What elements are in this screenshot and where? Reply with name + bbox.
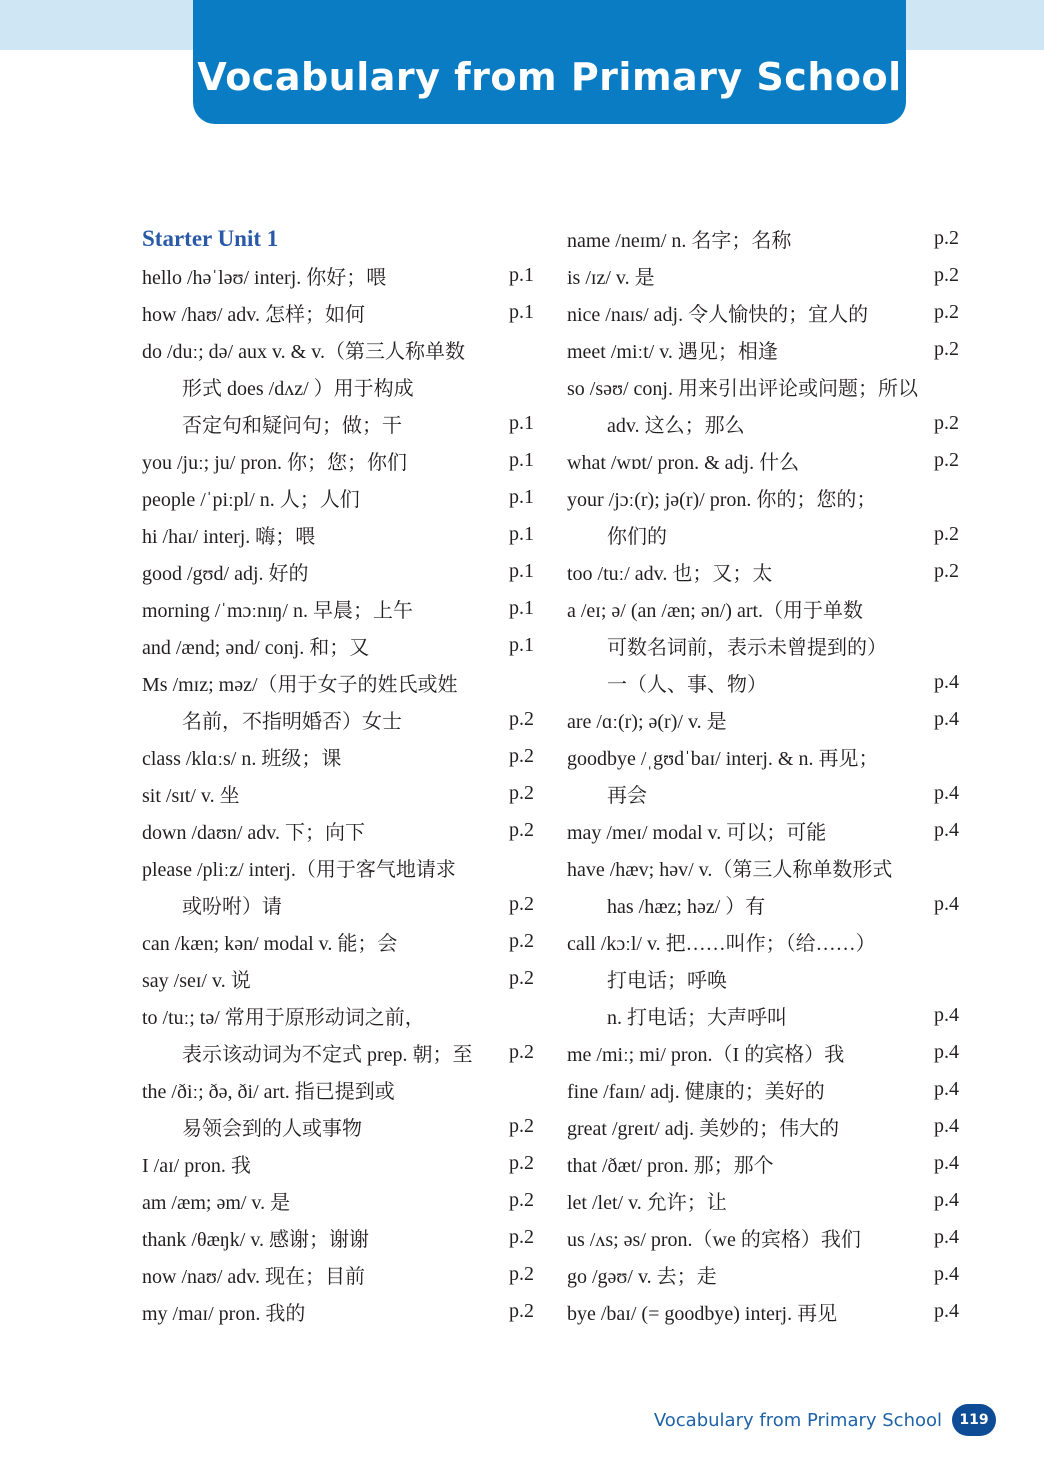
page-ref: p.2 [509,1152,534,1174]
page-ref: p.2 [934,560,959,582]
vocab-text: the /ðiː; ðə, ði/ art. 指已提到或 [142,1081,395,1103]
page-ref: p.2 [934,301,959,323]
vocab-entry [142,997,534,1034]
vocab-text: I /aɪ/ pron. 我 [142,1155,251,1177]
vocab-text: 否定句和疑问句；做；干 [182,415,402,437]
page-ref: p.2 [509,1115,534,1137]
vocab-text: adv. 这么；那么 [607,415,745,437]
page-ref: p.2 [509,819,534,841]
vocab-text: now /naʊ/ adv. 现在；目前 [142,1266,365,1288]
vocab-text: to /tuː; tə/ 常用于原形动词之前， [142,1007,425,1029]
vocab-text: how /haʊ/ adv. 怎样；如何 [142,304,365,326]
footer [654,1402,996,1438]
vocab-entry [567,590,959,627]
vocab-entry [142,960,534,997]
vocab-entry [142,516,534,553]
vocab-entry [567,997,959,1034]
vocab-text: a /eɪ; ə/ (an /æn; ən/) art.（用于单数 [567,600,864,622]
page-ref: p.4 [934,819,959,841]
vocab-entry [142,1034,534,1071]
footer-title: Vocabulary from Primary School [653,1409,942,1431]
page-ref: p.2 [934,449,959,471]
vocab-entry [142,701,534,738]
vocab-entry [142,1182,534,1219]
vocab-text: good /gʊd/ adj. 好的 [142,563,309,585]
page-ref: p.4 [934,893,959,915]
right-column [567,220,959,1330]
vocab-entry [567,479,959,516]
page-ref: p.2 [509,1300,534,1322]
vocab-entry [142,331,534,368]
vocab-entry [142,1293,534,1330]
vocab-entry [567,627,959,664]
vocab-entry [142,442,534,479]
vocab-entry [567,1293,959,1330]
vocab-entry [567,886,959,923]
vocab-entry [567,923,959,960]
vocab-entry [142,553,534,590]
page-ref: p.1 [509,486,534,508]
vocab-text: n. 打电话；大声呼叫 [607,1007,787,1029]
vocab-text: thank /θæŋk/ v. 感谢；谢谢 [142,1229,370,1251]
vocab-text: meet /miːt/ v. 遇见；相逢 [567,341,778,363]
page-ref: p.1 [509,634,534,656]
page-ref: p.4 [934,1004,959,1026]
vocab-text: say /seɪ/ v. 说 [142,970,251,992]
vocab-text: 可数名词前，表示未曾提到的） [607,637,887,659]
vocab-text: my /maɪ/ pron. 我的 [142,1303,306,1325]
page-ref: p.2 [509,1226,534,1248]
page-ref: p.4 [934,708,959,730]
page-ref: p.2 [934,227,959,249]
vocab-text: 你们的 [607,526,667,548]
page-ref: p.4 [934,1078,959,1100]
page-ref: p.2 [934,264,959,286]
vocab-entry [567,849,959,886]
vocab-entry [567,553,959,590]
vocab-entry [567,331,959,368]
vocab-text: your /jɔː(r); jə(r)/ pron. 你的；您的； [567,489,877,511]
vocab-entry [567,664,959,701]
vocab-text: has /hæz; həz/ ）有 [607,896,766,918]
page-ref: p.4 [934,1041,959,1063]
vocab-entry [567,516,959,553]
vocab-text: am /æm; əm/ v. 是 [142,1192,291,1214]
vocab-entry [142,405,534,442]
vocab-text: people /ˈpiːpl/ n. 人；人们 [142,489,360,511]
vocab-text: please /pliːz/ interj.（用于客气地请求 [142,859,456,881]
page-ref: p.2 [934,412,959,434]
vocab-entry [142,1108,534,1145]
vocab-entry [567,1145,959,1182]
vocab-text: 或吩咐）请 [182,896,282,918]
vocab-text: can /kæn; kən/ modal v. 能；会 [142,933,398,955]
vocab-text: 一（人、事、物） [607,674,767,696]
page-ref: p.4 [934,671,959,693]
page-ref: p.4 [934,1300,959,1322]
page-ref: p.2 [509,708,534,730]
vocab-text: class /klɑːs/ n. 班级；课 [142,748,342,770]
vocab-entry [142,627,534,664]
vocab-entry [142,257,534,294]
vocab-entry [567,442,959,479]
vocab-text: nice /naɪs/ adj. 令人愉快的；宜人的 [567,304,869,326]
vocab-entry [567,405,959,442]
page-ref: p.4 [934,782,959,804]
vocab-text: 易领会到的人或事物 [182,1118,362,1140]
vocab-text: hello /həˈləʊ/ interj. 你好；喂 [142,267,387,289]
vocab-entry [142,812,534,849]
vocab-entry [142,1219,534,1256]
vocab-text: is /ɪz/ v. 是 [567,267,655,289]
vocab-text: call /kɔːl/ v. 把……叫作；（给……） [567,933,876,955]
page-ref: p.4 [934,1263,959,1285]
left-column [142,220,534,1330]
vocab-entry [567,1256,959,1293]
vocab-entry [567,368,959,405]
page-ref: p.2 [509,1041,534,1063]
page-ref: p.4 [934,1152,959,1174]
vocab-entry [142,886,534,923]
vocab-text: name /neɪm/ n. 名字；名称 [567,230,792,252]
vocab-entry [142,590,534,627]
page-ref: p.2 [509,930,534,952]
vocab-text: morning /ˈmɔːnɪŋ/ n. 早晨；上午 [142,600,413,622]
page-ref: p.2 [509,967,534,989]
page-ref: p.1 [509,412,534,434]
vocab-entry [142,923,534,960]
vocab-text: what /wɒt/ pron. & adj. 什么 [567,452,800,474]
vocab-entry [567,1071,959,1108]
vocab-entry [567,960,959,997]
vocab-entry [567,775,959,812]
vocab-text: 再会 [607,785,647,807]
vocab-entry [142,479,534,516]
vocab-entry [567,701,959,738]
vocab-text: hi /haɪ/ interj. 嗨；喂 [142,526,316,548]
vocab-text: bye /baɪ/ (= goodbye) interj. 再见 [567,1303,838,1325]
vocab-entry [567,1219,959,1256]
page-ref: p.2 [509,782,534,804]
page-ref: p.2 [509,745,534,767]
vocab-entry [142,849,534,886]
vocab-entry [567,257,959,294]
vocab-entry [567,294,959,331]
vocab-text: have /hæv; həv/ v.（第三人称单数形式 [567,859,893,881]
vocab-entry [142,294,534,331]
vocab-text: may /meɪ/ modal v. 可以；可能 [567,822,827,844]
vocab-entry [567,1108,959,1145]
vocab-text: so /səʊ/ conj. 用来引出评论或问题；所以 [567,378,918,400]
page-ref: p.1 [509,597,534,619]
vocab-text: are /ɑː(r); ə(r)/ v. 是 [567,711,727,733]
vocab-text: fine /faɪn/ adj. 健康的；美好的 [567,1081,825,1103]
page-title: Vocabulary from Primary School [197,55,902,99]
vocab-text: and /ænd; ənd/ conj. 和；又 [142,637,370,659]
vocab-text: 表示该动词为不定式 prep. 朝；至 [182,1044,473,1066]
vocab-text: 打电话；呼唤 [607,970,727,992]
page-ref: p.1 [509,560,534,582]
vocab-entry [142,368,534,405]
vocab-text: sit /sɪt/ v. 坐 [142,785,240,807]
page-ref: p.1 [509,301,534,323]
page-ref: p.4 [934,1189,959,1211]
vocab-text: goodbye /ˌgʊdˈbaɪ/ interj. & n. 再见； [567,748,879,770]
vocab-text: that /ðæt/ pron. 那；那个 [567,1155,774,1177]
vocab-text: do /duː; də/ aux v. & v.（第三人称单数 [142,341,465,363]
vocab-entry [142,1145,534,1182]
vocab-entry [142,1256,534,1293]
vocab-text: 形式 does /dʌz/ ）用于构成 [182,378,414,400]
page-ref: p.1 [509,523,534,545]
vocab-entry [567,812,959,849]
vocab-text: me /miː; mi/ pron.（I 的宾格）我 [567,1044,845,1066]
page-ref: p.2 [509,1263,534,1285]
vocab-entry [142,1071,534,1108]
page-ref: p.2 [934,338,959,360]
vocab-entry [142,738,534,775]
vocab-text: us /ʌs; əs/ pron.（we 的宾格）我们 [567,1229,861,1251]
page-ref: p.1 [509,449,534,471]
vocab-entry [142,664,534,701]
section-heading-row [142,220,534,257]
page-ref: p.2 [509,1189,534,1211]
vocab-entry [567,1182,959,1219]
vocab-entry [142,775,534,812]
page-number-badge: 119 [952,1404,996,1436]
vocab-text: down /daʊn/ adv. 下；向下 [142,822,365,844]
vocab-text: 名前，不指明婚否）女士 [182,711,402,733]
vocab-text: too /tuː/ adv. 也；又；太 [567,563,773,585]
page-ref: p.1 [509,264,534,286]
vocab-text: you /juː; ju/ pron. 你；您；你们 [142,452,407,474]
vocab-text: let /let/ v. 允许；让 [567,1192,727,1214]
vocab-text: go /gəʊ/ v. 去；走 [567,1266,717,1288]
vocab-entry [567,1034,959,1071]
section-heading: Starter Unit 1 [142,225,279,251]
page-ref: p.2 [509,893,534,915]
vocab-entry [567,738,959,775]
vocab-text: great /greɪt/ adj. 美妙的；伟大的 [567,1118,840,1140]
page-ref: p.4 [934,1115,959,1137]
page-ref: p.4 [934,1226,959,1248]
vocab-entry [567,220,959,257]
header-banner [193,0,906,124]
vocab-text: Ms /mɪz; məz/（用于女子的姓氏或姓 [142,674,458,696]
page-ref: p.2 [934,523,959,545]
